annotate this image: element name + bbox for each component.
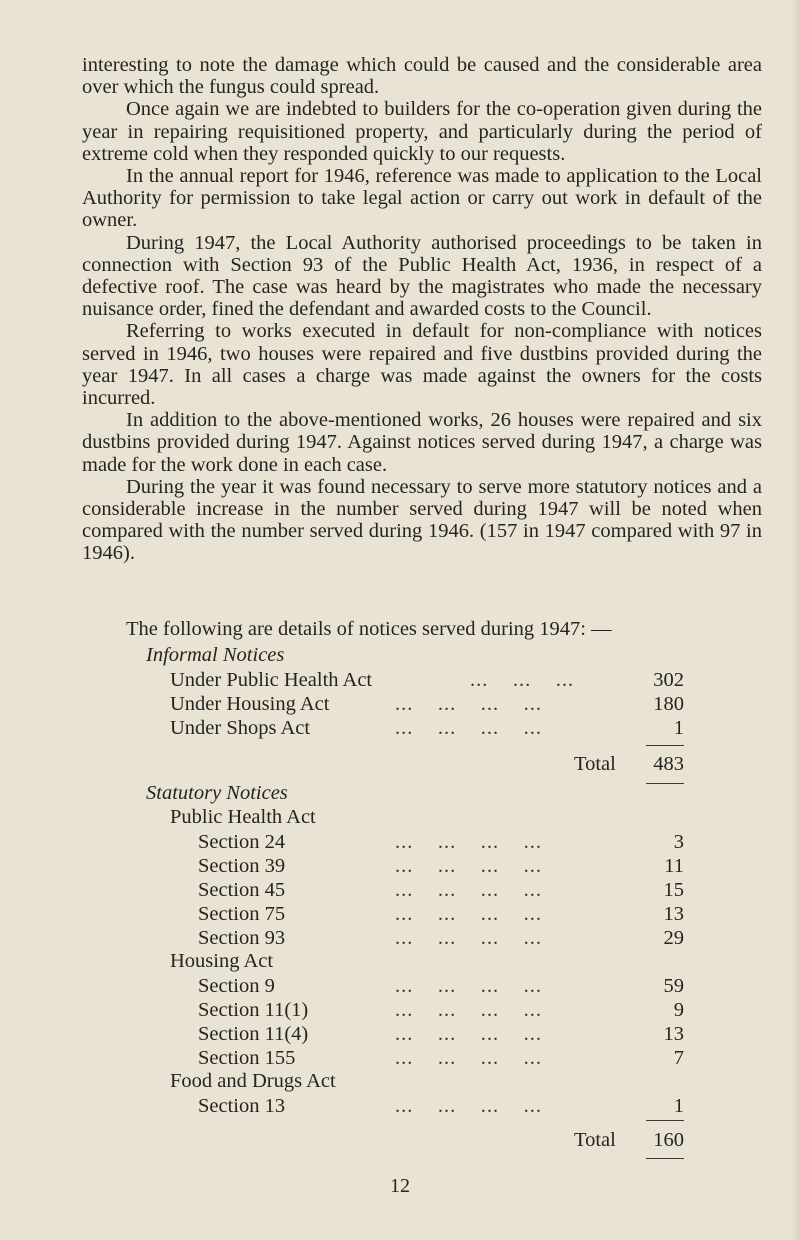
total-label: Total: [574, 1129, 616, 1151]
table-row: [0, 974, 800, 998]
row-label: Section 13: [198, 1095, 286, 1117]
leader-dots: ... ... ... ...: [395, 717, 542, 739]
row-label: Under Housing Act: [170, 693, 330, 715]
table-row: [0, 668, 800, 692]
paragraph: Once again we are indebted to builders for the co-operation given during the year in repairing requisitioned property, and particularly during the period of extreme cold when they responded quickly to our requests.: [82, 98, 762, 165]
divider: [646, 783, 684, 784]
table-row: [0, 1046, 800, 1070]
row-label: Section 75: [198, 903, 286, 925]
group-name: Housing Act: [170, 950, 274, 972]
total-row: [0, 1128, 800, 1152]
paragraph: interesting to note the damage which could be caused and the considerable area over which the fungus could spread.: [82, 54, 762, 99]
page-edge-shadow: [790, 0, 800, 1240]
table-row: [0, 998, 800, 1022]
informal-heading: Informal Notices: [146, 644, 285, 666]
row-value: 180: [653, 693, 684, 715]
row-value: 29: [663, 927, 684, 949]
row-value: 59: [663, 975, 684, 997]
row-value: 13: [663, 903, 684, 925]
row-value: 9: [673, 999, 684, 1021]
leader-dots: ... ... ... ...: [395, 1023, 542, 1045]
leader-dots: ... ... ... ...: [395, 999, 542, 1021]
body-text: [82, 54, 762, 565]
paragraph: During the year it was found necessary to serve more statutory notices and a considerable increase in the number served during 1947 will be noted when compared with the number served during 1946. (157 in 1947 compared with 97 in 1946).: [82, 475, 762, 565]
total-row: [0, 752, 800, 776]
table-row: [0, 1022, 800, 1046]
row-value: 1: [673, 717, 684, 739]
table-row: [0, 830, 800, 854]
row-value: 302: [653, 669, 684, 691]
row-value: 3: [673, 831, 684, 853]
row-label: Section 93: [198, 927, 286, 949]
total-label: Total: [574, 753, 616, 775]
row-label: Section 11(1): [198, 999, 309, 1021]
total-value: 160: [653, 1129, 684, 1151]
row-label: Under Shops Act: [170, 717, 311, 739]
lead-in: The following are details of notices served during 1947: —: [126, 618, 612, 640]
table-row: [0, 878, 800, 902]
row-label: Section 24: [198, 831, 286, 853]
row-value: 1: [673, 1095, 684, 1117]
leader-dots: ... ... ... ...: [395, 831, 542, 853]
leader-dots: ... ... ... ...: [395, 693, 542, 715]
row-label: Section 155: [198, 1047, 296, 1069]
leader-dots: ... ... ... ...: [395, 855, 542, 877]
row-label: Section 45: [198, 879, 286, 901]
paragraph: In addition to the above-mentioned works, 26 houses were repaired and six dustbins provided during 1947. Against notices served during 1947, a charge was made for the work done in each case.: [82, 409, 762, 476]
row-label: Section 11(4): [198, 1023, 309, 1045]
table-row: [0, 902, 800, 926]
divider: [646, 1120, 684, 1121]
page-number: 12: [390, 1175, 410, 1197]
table-row: [0, 692, 800, 716]
table-row: [0, 926, 800, 950]
table-row: [0, 1094, 800, 1118]
row-value: 7: [673, 1047, 684, 1069]
row-value: 15: [663, 879, 684, 901]
statutory-heading: Statutory Notices: [146, 782, 288, 804]
row-label: Under Public Health Act: [170, 669, 373, 691]
leader-dots: ... ... ... ...: [395, 975, 542, 997]
leader-dots: ... ... ... ...: [395, 1047, 542, 1069]
table-row: [0, 716, 800, 740]
leader-dots: ... ... ...: [470, 669, 575, 691]
table-row: [0, 854, 800, 878]
group-name: Food and Drugs Act: [170, 1070, 336, 1092]
divider: [646, 745, 684, 746]
row-label: Section 9: [198, 975, 275, 997]
leader-dots: ... ... ... ...: [395, 903, 542, 925]
leader-dots: ... ... ... ...: [395, 879, 542, 901]
paragraph: During 1947, the Local Authority authorised proceedings to be taken in connection with Section 93 of the Public Health Act, 1936, in respect of a defective roof. The case was heard by the magistrates who made the necessary nuisance order, fined the defendant and awarded costs to the Council.: [82, 231, 762, 321]
paragraph: Referring to works executed in default for non-compliance with notices served in 1946, two houses were repaired and five dustbins provided during the year 1947. In all cases a charge was made against the owners for the costs incurred.: [82, 320, 762, 410]
group-name: Public Health Act: [170, 806, 316, 828]
row-label: Section 39: [198, 855, 286, 877]
leader-dots: ... ... ... ...: [395, 1095, 542, 1117]
leader-dots: ... ... ... ...: [395, 927, 542, 949]
paragraph: In the annual report for 1946, reference was made to application to the Local Authority for permission to take legal action or carry out work in default of the owner.: [82, 165, 762, 232]
divider: [646, 1158, 684, 1159]
total-value: 483: [653, 753, 684, 775]
row-value: 13: [663, 1023, 684, 1045]
row-value: 11: [664, 855, 684, 877]
